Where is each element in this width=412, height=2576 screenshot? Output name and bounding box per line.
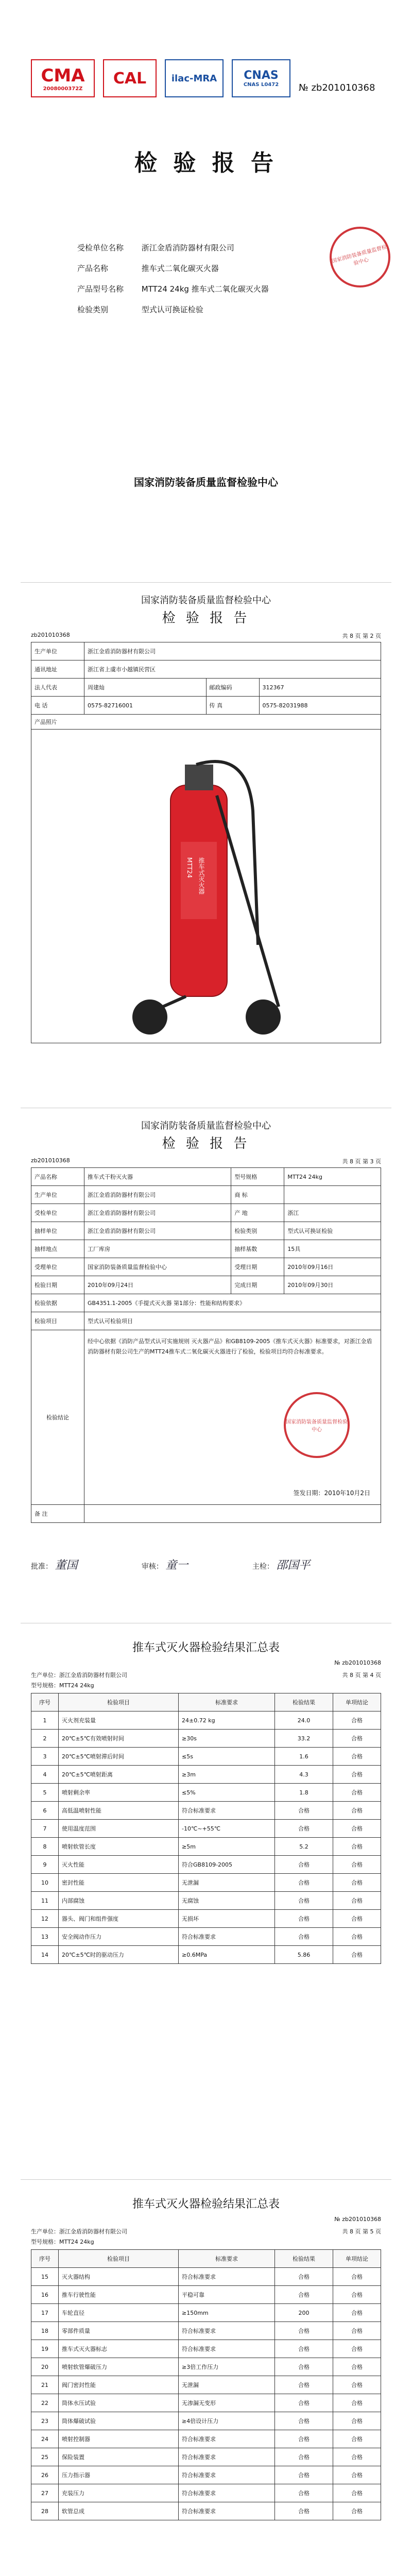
cell-con: 合格 (333, 2430, 381, 2448)
cell-con: 合格 (333, 1784, 381, 1802)
cell-res: 1.6 (275, 1748, 333, 1766)
cell-con: 合格 (333, 2358, 381, 2376)
table-row (31, 2466, 381, 2484)
cell-std: 符合GB8109-2005 (179, 1856, 275, 1874)
cell-item: 20℃±5℃有效喷射时间 (59, 1730, 179, 1748)
table-header-row: 序号 检验项目 标准要求 检验结果 单项结论 (31, 1693, 381, 1711)
cell-no: 11 (31, 1892, 59, 1910)
table-row: 抽样地点 工厂库房 抽样基数 15具 (31, 1240, 381, 1258)
table-row: 检验日期 2010年09月24日 完成日期 2010年09月30日 (31, 1276, 381, 1294)
cell-item: 器头、阀门和组件强度 (59, 1910, 179, 1928)
model-spec: 型号规格：MTT24 24kg (31, 1682, 94, 1689)
cell-std: ≥5m (179, 1838, 275, 1856)
cell-no: 27 (31, 2484, 59, 2502)
table-row: 通讯地址 浙江省上虞市小越镇民营区 (31, 660, 381, 679)
signature-row: 批准： 董国 审核： 童一 主检： 邵国平 (31, 1559, 311, 1572)
table-row (31, 1838, 381, 1856)
cell-std: -10℃~+55℃ (179, 1820, 275, 1838)
cell-no: 22 (31, 2394, 59, 2412)
cell-item: 喷射控制器 (59, 2430, 179, 2448)
cell-con: 合格 (333, 1946, 381, 1964)
fire-extinguisher-illustration (31, 728, 381, 1043)
cell-res: 33.2 (275, 1730, 333, 1748)
cell-res: 合格 (275, 2322, 333, 2340)
approver-signature: 董国 (55, 1559, 78, 1572)
cell-item: 车轮直径 (59, 2304, 179, 2322)
table-row (31, 1748, 381, 1766)
cal-logo: CAL (103, 59, 157, 97)
cell-std: 符合标准要求 (179, 1928, 275, 1946)
cell-con: 合格 (333, 2286, 381, 2304)
ilac-logo: ilac-MRA (165, 59, 224, 97)
cell-item: 20℃±5℃喷射距离 (59, 1766, 179, 1784)
results-table (31, 2249, 381, 2520)
cell-std: ≥4倍设计压力 (179, 2412, 275, 2430)
report-page-3 (21, 1108, 391, 1587)
cell-std: 无泄漏 (179, 1874, 275, 1892)
table-row (31, 1711, 381, 1730)
results-table (31, 1693, 381, 1964)
table-row (31, 1874, 381, 1892)
cell-no: 28 (31, 2502, 59, 2520)
cell-item: 灭火性能 (59, 1856, 179, 1874)
cell-item: 20℃±5℃喷射滞后时间 (59, 1748, 179, 1766)
cell-no: 14 (31, 1946, 59, 1964)
cell-con: 合格 (333, 1748, 381, 1766)
cell-no: 25 (31, 2448, 59, 2466)
cell-con: 合格 (333, 2466, 381, 2484)
cell-std: 无渗漏无变形 (179, 2394, 275, 2412)
table-row (31, 1892, 381, 1910)
cell-con: 合格 (333, 2340, 381, 2358)
cover-field-2: 产品名称 推车式二氧化碳灭火器 (77, 264, 219, 273)
cell-no: 10 (31, 1874, 59, 1892)
cell-std: 符合标准要求 (179, 2502, 275, 2520)
cell-std: ≥3m (179, 1766, 275, 1784)
cell-res: 合格 (275, 2268, 333, 2286)
cell-res: 1.8 (275, 1784, 333, 1802)
producer: 生产单位：浙江金盾消防器材有限公司 (31, 2228, 127, 2235)
cell-std: 无腐蚀 (179, 1892, 275, 1910)
cell-std: 符合标准要求 (179, 2484, 275, 2502)
table-row (31, 2412, 381, 2430)
cell-con: 合格 (333, 1820, 381, 1838)
info-table (31, 642, 381, 730)
page-title: 检 验 报 告 (162, 611, 250, 626)
cell-con: 合格 (333, 2322, 381, 2340)
table-row (31, 2502, 381, 2520)
cell-no: 19 (31, 2340, 59, 2358)
table-header-row: 序号 检验项目 标准要求 检验结果 单项结论 (31, 2250, 381, 2268)
cell-res: 合格 (275, 2466, 333, 2484)
page-header: 国家消防装备质量监督检验中心 (141, 595, 271, 606)
cell-con: 合格 (333, 2268, 381, 2286)
conclusion-text: 经中心依据《消防产品型式认可实施规则 灭火器产品》和GB8109-2005《推车式灭火器》标准要求，对浙江金盾消防器材有限公司生产的MTT24推车式二氧化碳灭火器进行了检验，检验项目均符合标准要求。 (88, 1338, 372, 1355)
report-number: № zb201010368 (334, 2216, 381, 2223)
cell-no: 12 (31, 1910, 59, 1928)
cell-con: 合格 (333, 2394, 381, 2412)
cell-con: 合格 (333, 1928, 381, 1946)
cell-no: 18 (31, 2322, 59, 2340)
cell-res: 合格 (275, 2340, 333, 2358)
cell-item: 推车式灭火器标志 (59, 2340, 179, 2358)
cell-no: 5 (31, 1784, 59, 1802)
table-row: 检验项目 型式认可检验项目 (31, 1312, 381, 1330)
extinguisher-model-label: MTT24 (186, 857, 193, 878)
table-row (31, 2304, 381, 2322)
table-row (31, 2376, 381, 2394)
cell-item: 安全阀动作压力 (59, 1928, 179, 1946)
cell-res: 200 (275, 2304, 333, 2322)
cell-res: 合格 (275, 2448, 333, 2466)
table-row (31, 1820, 381, 1838)
cell-item: 高低温喷射性能 (59, 1802, 179, 1820)
cell-no: 15 (31, 2268, 59, 2286)
cell-con: 合格 (333, 2412, 381, 2430)
cell-res: 合格 (275, 2394, 333, 2412)
cell-con: 合格 (333, 1910, 381, 1928)
cell-no: 7 (31, 1820, 59, 1838)
cell-res: 合格 (275, 2286, 333, 2304)
table-row (31, 2268, 381, 2286)
cell-std: ≥3倍工作压力 (179, 2358, 275, 2376)
tester-signature: 邵国平 (276, 1559, 311, 1572)
cell-no: 8 (31, 1838, 59, 1856)
table-row: 受理单位 国家消防装备质量监督检验中心 受理日期 2010年09月16日 (31, 1258, 381, 1276)
cell-res: 5.2 (275, 1838, 333, 1856)
cell-item: 内部腐蚀 (59, 1892, 179, 1910)
cell-item: 筒体爆破试验 (59, 2412, 179, 2430)
cell-res: 合格 (275, 1910, 333, 1928)
cell-std: 符合标准要求 (179, 2268, 275, 2286)
cell-res: 合格 (275, 1802, 333, 1820)
table-row: 抽样单位 浙江金盾消防器材有限公司 检验类别 型式认可换证检验 (31, 1222, 381, 1240)
cell-con: 合格 (333, 2484, 381, 2502)
table-row (31, 2358, 381, 2376)
cell-con: 合格 (333, 2304, 381, 2322)
table-row: 受检单位 浙江金盾消防器材有限公司 产 地 浙江 (31, 1204, 381, 1222)
inspection-stamp: 国家消防装备质量监督检验中心 (284, 1392, 350, 1458)
cell-no: 13 (31, 1928, 59, 1946)
cell-item: 灭火剂充装量 (59, 1711, 179, 1730)
issue-date: 签发日期：2010年10月2日 (293, 1489, 370, 1497)
report-page-2 (21, 582, 391, 1057)
extinguisher-type-label: 推车式灭火器 (198, 857, 205, 894)
report-page-5 (21, 2179, 391, 2576)
cell-item: 软管总成 (59, 2502, 179, 2520)
cell-con: 合格 (333, 2448, 381, 2466)
report-number: zb201010368 (31, 1157, 70, 1164)
cell-no: 2 (31, 1730, 59, 1748)
cell-con: 合格 (333, 1892, 381, 1910)
table-row (31, 2484, 381, 2502)
table-row (31, 1730, 381, 1748)
page-indicator: 共 8 页 第 5 页 (342, 2228, 381, 2235)
table-row (31, 1856, 381, 1874)
cell-res: 合格 (275, 1928, 333, 1946)
cell-item: 筒体水压试验 (59, 2394, 179, 2412)
cell-item: 保险装置 (59, 2448, 179, 2466)
cell-item: 零部件质量 (59, 2322, 179, 2340)
cell-res: 合格 (275, 2484, 333, 2502)
table-row: 产品名称 推车式干粉灭火器 型号规格 MTT24 24kg (31, 1168, 381, 1186)
table-row (31, 2394, 381, 2412)
cell-res: 合格 (275, 2412, 333, 2430)
cell-con: 合格 (333, 2376, 381, 2394)
cell-con: 合格 (333, 1856, 381, 1874)
page-title: 检 验 报 告 (162, 1136, 250, 1151)
table-row (31, 2322, 381, 2340)
cell-std: 符合标准要求 (179, 2448, 275, 2466)
cell-item: 阀门密封性能 (59, 2376, 179, 2394)
cover-field-3: 产品型号名称 MTT24 24kg 推车式二氧化碳灭火器 (77, 284, 269, 294)
table-row: 生产单位 浙江金盾消防器材有限公司 商 标 (31, 1186, 381, 1204)
cell-item: 充装压力 (59, 2484, 179, 2502)
cell-no: 9 (31, 1856, 59, 1874)
page-title: 推车式灭火器检验结果汇总表 (132, 2198, 280, 2211)
cell-item: 喷射软管爆破压力 (59, 2358, 179, 2376)
table-row (31, 1784, 381, 1802)
cell-res: 5.86 (275, 1946, 333, 1964)
table-row (31, 1766, 381, 1784)
cell-res: 24.0 (275, 1711, 333, 1730)
page-title: 推车式灭火器检验结果汇总表 (132, 1641, 280, 1654)
page-indicator: 共 8 页 第 3 页 (342, 1158, 381, 1165)
cell-no: 1 (31, 1711, 59, 1730)
product-photo (31, 728, 381, 1043)
table-row: 检验依据 GB4351.1-2005《手提式灭火器 第1部分：性能和结构要求》 (31, 1294, 381, 1312)
table-row (31, 2430, 381, 2448)
cell-res: 合格 (275, 1820, 333, 1838)
cell-no: 6 (31, 1802, 59, 1820)
table-row (31, 2448, 381, 2466)
cell-item: 20℃±5℃时的驱动压力 (59, 1946, 179, 1964)
cell-res: 合格 (275, 1874, 333, 1892)
report-number: № zb201010368 (334, 1659, 381, 1666)
cell-res: 合格 (275, 2430, 333, 2448)
cell-std: 符合标准要求 (179, 1802, 275, 1820)
cell-std: 平稳可靠 (179, 2286, 275, 2304)
cell-no: 26 (31, 2466, 59, 2484)
page-indicator: 共 8 页 第 2 页 (342, 633, 381, 639)
cell-res: 4.3 (275, 1766, 333, 1784)
cover-field-1: 受检单位名称 浙江金盾消防器材有限公司 (77, 243, 234, 252)
cell-res: 合格 (275, 2376, 333, 2394)
cell-con: 合格 (333, 1730, 381, 1748)
cell-res: 合格 (275, 1892, 333, 1910)
cell-std: 24±0.72 kg (179, 1711, 275, 1730)
cell-std: 符合标准要求 (179, 2322, 275, 2340)
cell-res: 合格 (275, 2358, 333, 2376)
cell-std: 无泄漏 (179, 2376, 275, 2394)
cell-con: 合格 (333, 1874, 381, 1892)
cell-item: 喷射软管长度 (59, 1838, 179, 1856)
cell-con: 合格 (333, 1711, 381, 1730)
table-row: 电 话 0575-82716001 传 真 0575-82031988 (31, 697, 381, 715)
cell-std: 无损坏 (179, 1910, 275, 1928)
table-row (31, 2286, 381, 2304)
cell-res: 合格 (275, 1856, 333, 1874)
cover-page (21, 0, 391, 515)
table-row: 检验结论 经中心依据《消防产品型式认可实施规则 灭火器产品》和GB8109-2005《推车式灭火器》标准要求，对浙江金盾消防器材有限公司生产的MTT24推车式二氧化碳灭火器进行了检验，检验项目均符合标准要求。 国家消防装备质量监督检验中心 签发日期：2010年10月2日 (31, 1330, 381, 1505)
cell-std: ≤5s (179, 1748, 275, 1766)
cell-no: 24 (31, 2430, 59, 2448)
cell-std: 符合标准要求 (179, 2466, 275, 2484)
cell-no: 20 (31, 2358, 59, 2376)
cell-item: 密封性能 (59, 1874, 179, 1892)
table-row (31, 1910, 381, 1928)
official-stamp: 国家消防装备质量监督检验中心 (330, 227, 390, 287)
page-header: 国家消防装备质量监督检验中心 (141, 1121, 271, 1131)
cell-std: ≤5% (179, 1784, 275, 1802)
report-number: zb201010368 (31, 632, 70, 638)
cell-no: 17 (31, 2304, 59, 2322)
table-row (31, 1928, 381, 1946)
cover-field-4: 检验类别 型式认可换证检验 (77, 305, 203, 314)
cell-con: 合格 (333, 1802, 381, 1820)
cell-con: 合格 (333, 2502, 381, 2520)
cell-item: 推车行驶性能 (59, 2286, 179, 2304)
cell-item: 喷射剩余率 (59, 1784, 179, 1802)
table-row: 法人代表 周建灿 邮政编码 312367 (31, 679, 381, 697)
cover-org-name: 国家消防装备质量监督检验中心 (134, 476, 278, 488)
cell-con: 合格 (333, 1838, 381, 1856)
table-row: 备 注 (31, 1505, 381, 1523)
cell-std: ≥0.6MPa (179, 1946, 275, 1964)
cell-item: 压力指示器 (59, 2466, 179, 2484)
cell-no: 23 (31, 2412, 59, 2430)
cell-no: 21 (31, 2376, 59, 2394)
table-row (31, 2340, 381, 2358)
producer: 生产单位：浙江金盾消防器材有限公司 (31, 1672, 127, 1679)
cell-std: 符合标准要求 (179, 2340, 275, 2358)
cover-title: 检 验 报 告 (134, 150, 278, 176)
table-row (31, 1802, 381, 1820)
cell-item: 使用温度范围 (59, 1820, 179, 1838)
table-row (31, 1946, 381, 1964)
model-spec: 型号规格：MTT24 24kg (31, 2239, 94, 2245)
report-number: № zb201010368 (299, 82, 375, 93)
summary-table (31, 1167, 381, 1523)
report-page-4 (21, 1623, 391, 2139)
cell-std: ≥150mm (179, 2304, 275, 2322)
cnas-logo: CNAS CNAS L0472 (232, 59, 290, 97)
cell-con: 合格 (333, 1766, 381, 1784)
table-row: 生产单位 浙江金盾消防器材有限公司 (31, 642, 381, 660)
cma-logo: CMA 2008000372Z (31, 59, 95, 97)
cell-std: 符合标准要求 (179, 2430, 275, 2448)
page-indicator: 共 8 页 第 4 页 (342, 1672, 381, 1679)
cell-no: 3 (31, 1748, 59, 1766)
cell-item: 灭火器结构 (59, 2268, 179, 2286)
cell-no: 4 (31, 1766, 59, 1784)
reviewer-signature: 童一 (165, 1559, 188, 1572)
cell-std: ≥30s (179, 1730, 275, 1748)
cell-no: 16 (31, 2286, 59, 2304)
table-row: 产品照片 (31, 715, 381, 730)
cell-res: 合格 (275, 2502, 333, 2520)
